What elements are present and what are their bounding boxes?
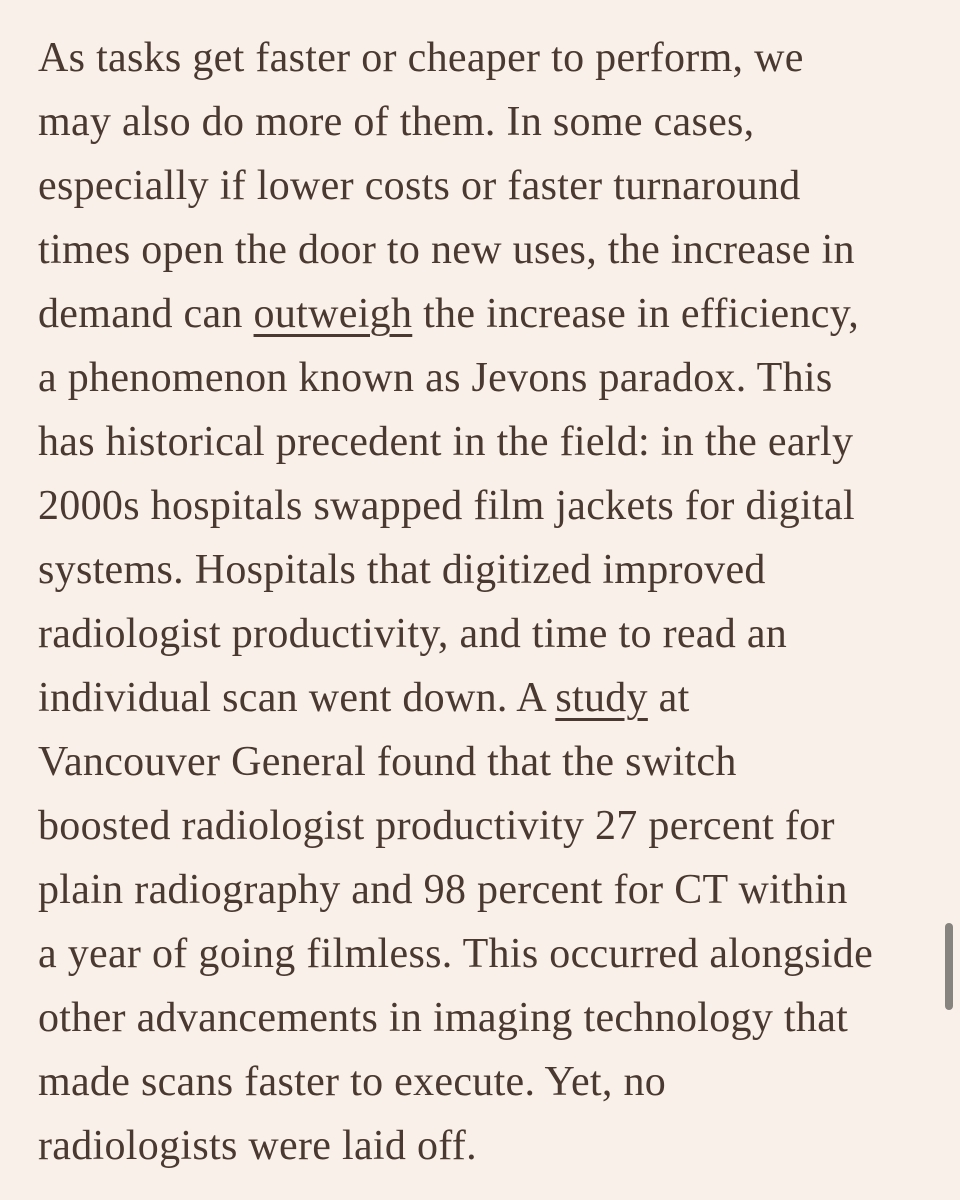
line-text: individual scan went down. A (38, 675, 556, 721)
line-text: other advancements in imaging technology that (38, 995, 849, 1041)
line-text: made scans faster to execute. Yet, no (38, 1059, 667, 1105)
text-line (38, 730, 918, 794)
line-text: at (647, 675, 690, 721)
text-line (38, 602, 918, 666)
text-line (38, 538, 918, 602)
line-text: 2000s hospitals swapped film jackets for digital (38, 483, 855, 529)
text-line (38, 282, 918, 346)
article-text (38, 26, 918, 1178)
text-line (38, 410, 918, 474)
text-line (38, 794, 918, 858)
line-text: times open the door to new uses, the increase in (38, 227, 855, 273)
text-line (38, 858, 918, 922)
line-text: Vancouver General found that the switch (38, 739, 737, 785)
text-line (38, 474, 918, 538)
text-line (38, 666, 918, 730)
line-text: a phenomenon known as Jevons paradox. This (38, 355, 833, 401)
line-text: radiologist productivity, and time to read an (38, 611, 788, 657)
line-text: may also do more of them. In some cases, (38, 99, 755, 145)
study-link[interactable]: study (555, 675, 648, 721)
line-text: As tasks get faster or cheaper to perform, we (38, 35, 804, 81)
line-text: radiologists were laid off. (38, 1123, 477, 1169)
text-line (38, 90, 918, 154)
line-text: demand can (38, 291, 254, 337)
line-text: the increase in efficiency, (412, 291, 860, 337)
text-line (38, 1114, 918, 1178)
text-line (38, 218, 918, 282)
outweigh-link[interactable]: outweigh (253, 291, 413, 337)
line-text: plain radiography and 98 percent for CT within (38, 867, 848, 913)
line-text: has historical precedent in the field: in the early (38, 419, 854, 465)
text-line (38, 1050, 918, 1114)
line-text: systems. Hospitals that digitized improved (38, 547, 766, 593)
line-text: boosted radiologist productivity 27 percent for (38, 803, 835, 849)
text-line (38, 346, 918, 410)
text-line (38, 986, 918, 1050)
scrollbar-thumb[interactable] (945, 923, 953, 1010)
text-line (38, 922, 918, 986)
line-text: a year of going filmless. This occurred alongside (38, 931, 874, 977)
text-line (38, 26, 918, 90)
line-text: especially if lower costs or faster turnaround (38, 163, 801, 209)
text-line (38, 154, 918, 218)
